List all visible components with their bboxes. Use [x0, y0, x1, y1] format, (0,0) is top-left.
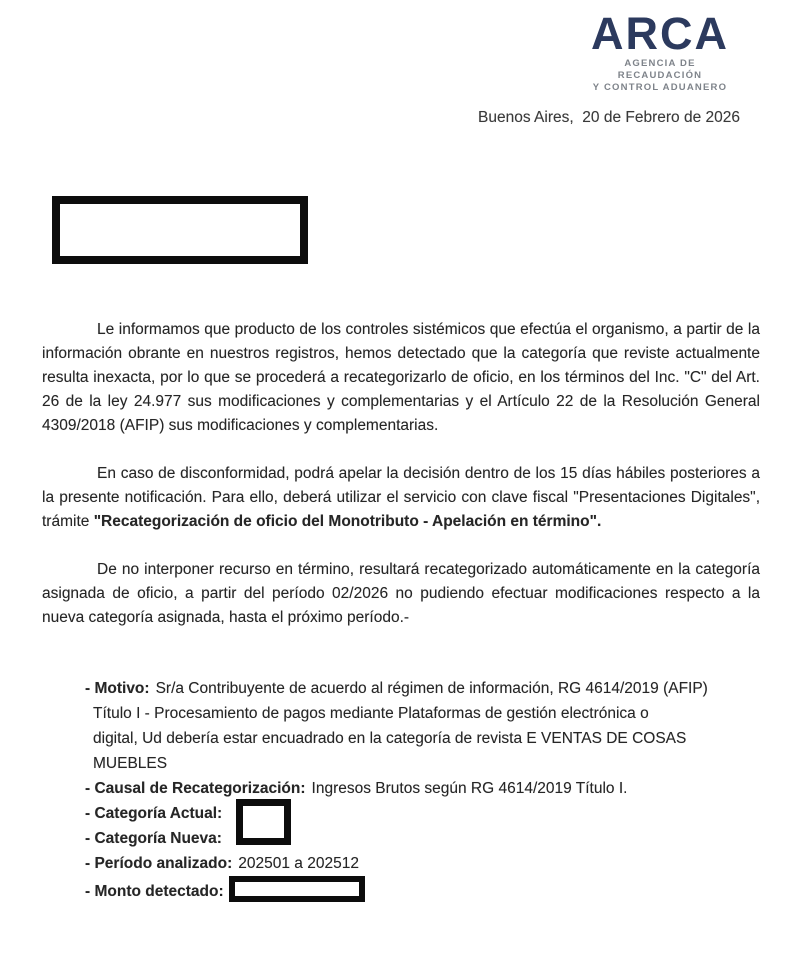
periodo-label: - Período analizado:: [85, 855, 233, 872]
categoria-actual-label: - Categoría Actual:: [85, 805, 223, 822]
detail-monto: [85, 876, 753, 904]
date-line: Buenos Aires, 20 de Febrero de 2026: [478, 109, 740, 126]
monto-redaction-box: [229, 876, 365, 902]
paragraph-2-text: En caso de disconformidad, podrá apelar la decisión dentro de los 15 días hábiles posteriores a la presente notificación. Para ello, deberá utilizar el servicio con clave fiscal "Presentaciones Digitales", trámite: [42, 465, 760, 530]
monto-label: - Monto detectado:: [85, 883, 224, 900]
paragraph-2: [42, 462, 760, 534]
motivo-label: - Motivo:: [85, 680, 150, 697]
causal-label: - Causal de Recategorización:: [85, 780, 306, 797]
recipient-redaction-box: [52, 196, 308, 264]
motivo-value-line4: MUEBLES: [93, 755, 168, 772]
causal-value: Ingresos Brutos según RG 4614/2019 Título I.: [311, 780, 628, 797]
arca-logo-subtitle-line2: Y CONTROL ADUANERO: [592, 82, 728, 93]
categoria-redaction-box: [236, 799, 291, 845]
detail-periodo: [85, 851, 753, 876]
detail-categoria-actual: [85, 801, 753, 826]
motivo-value-line1: Sr/a Contribuyente de acuerdo al régimen de información, RG 4614/2019 (AFIP): [155, 680, 708, 697]
arca-logo-subtitle-line1: AGENCIA DE RECAUDACIÓN: [617, 58, 703, 81]
motivo-value-line3: digital, Ud debería estar encuadrado en la categoría de revista E VENTAS DE COSAS: [93, 730, 687, 747]
letter-body: [42, 318, 760, 630]
arca-logo-subtitle: [582, 58, 738, 94]
periodo-value: 202501 a 202512: [238, 855, 359, 872]
details-list: [85, 676, 753, 904]
arca-logo-text: ARCA: [591, 8, 729, 59]
paragraph-1: Le informamos que producto de los controles sistémicos que efectúa el organismo, a partir de la información obrante en nuestros registros, hemos detectado que la categoría que reviste actualmente resulta inexacta, por lo que se procederá a recategorizarlo de oficio, en los términos del Inc. "C" del Art. 26 de la ley 24.977 sus modificaciones y complementarias y el Artículo 22 de la Resolución General 4309/2018 (AFIP) sus modificaciones y complementarias.: [42, 321, 760, 434]
detail-motivo: [85, 676, 753, 701]
arca-logo: [582, 8, 738, 94]
paragraph-2-bold-text: "Recategorización de oficio del Monotributo - Apelación en término".: [93, 513, 602, 530]
detail-causal: [85, 776, 753, 801]
detail-categoria-nueva: [85, 826, 753, 851]
paragraph-3: De no interponer recurso en término, resultará recategorizado automáticamente en la categoría asignada de oficio, a partir del período 02/2026 no pudiendo efectuar modificaciones respecto a la nueva categoría asignada, hasta el próximo período.-: [42, 561, 760, 626]
categoria-nueva-label: - Categoría Nueva:: [85, 830, 222, 847]
motivo-value-line2: Título I - Procesamiento de pagos mediante Plataformas de gestión electrónica o: [93, 705, 649, 722]
